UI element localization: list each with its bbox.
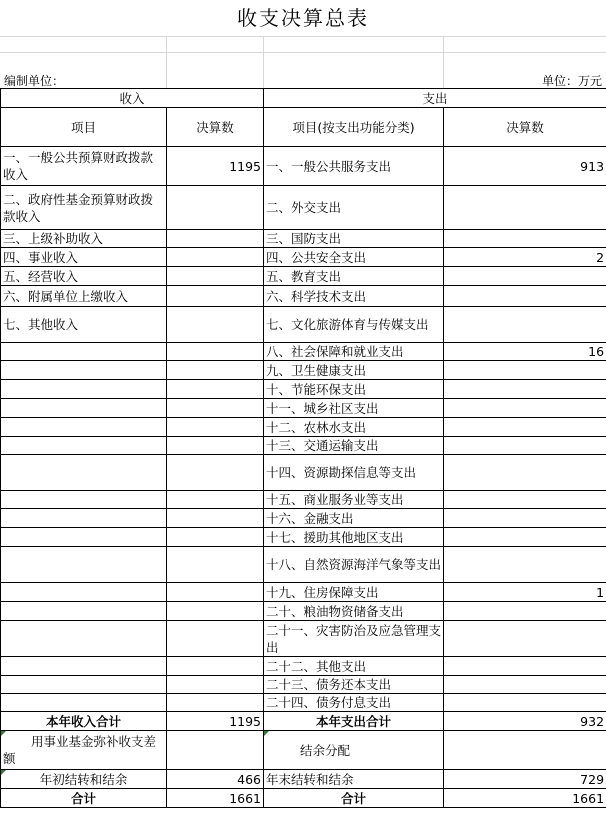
table-row xyxy=(1,694,606,712)
income-item-cell xyxy=(1,491,167,509)
expense-amount-cell: 2 xyxy=(444,248,606,267)
income-amount-cell xyxy=(167,186,264,230)
table-row xyxy=(1,361,606,380)
expense-amount-cell xyxy=(444,491,606,509)
expense-amount-cell xyxy=(444,230,606,248)
expense-item-header: 项目(按支出功能分类) xyxy=(264,108,444,147)
expense-item-cell: 十二、农林水支出 xyxy=(264,418,444,437)
expense-section-header: 支出 xyxy=(264,89,606,108)
income-item-cell xyxy=(1,694,167,712)
expense-item-cell: 十九、住房保障支出 xyxy=(264,583,444,602)
table-row xyxy=(1,602,606,621)
income-item-cell xyxy=(1,343,167,361)
expense-amount-cell xyxy=(444,186,606,230)
expense-amount-cell xyxy=(444,437,606,455)
sheet-gridline xyxy=(166,36,167,88)
expense-total-label: 本年支出合计 xyxy=(264,712,444,731)
end-balance-label: 年末结转和结余 xyxy=(264,770,444,789)
table-row xyxy=(1,418,606,437)
fund-supplement-label: 用事业基金弥补收支差额 xyxy=(1,731,167,770)
income-section-header: 收入 xyxy=(1,89,264,108)
expense-item-cell: 十、节能环保支出 xyxy=(264,380,444,399)
income-amount-cell xyxy=(167,230,264,248)
expense-amount-cell xyxy=(444,267,606,286)
expense-amount-cell xyxy=(444,621,606,657)
income-item-cell xyxy=(1,602,167,621)
expense-amount-cell xyxy=(444,676,606,694)
table-row xyxy=(1,583,606,602)
expense-item-cell: 五、教育支出 xyxy=(264,267,444,286)
income-item-cell: 四、事业收入 xyxy=(1,248,167,267)
income-item-cell xyxy=(1,361,167,380)
income-item-cell xyxy=(1,676,167,694)
income-amount-cell xyxy=(167,583,264,602)
income-amount-cell xyxy=(167,509,264,528)
expense-item-cell: 七、文化旅游体育与传媒支出 xyxy=(264,307,444,343)
grand-total-row xyxy=(1,789,606,808)
expense-item-cell: 八、社会保障和就业支出 xyxy=(264,343,444,361)
income-item-cell xyxy=(1,509,167,528)
begin-balance-label: 年初结转和结余 xyxy=(1,770,167,789)
table-body xyxy=(1,89,606,808)
expense-item-cell: 九、卫生健康支出 xyxy=(264,361,444,380)
income-amount-cell xyxy=(167,657,264,676)
income-amount-cell xyxy=(167,528,264,547)
income-amount-cell xyxy=(167,547,264,583)
income-amount-cell xyxy=(167,267,264,286)
table-row xyxy=(1,676,606,694)
expense-item-cell: 十四、资源勘探信息等支出 xyxy=(264,455,444,491)
income-total-value: 1195 xyxy=(167,712,264,731)
income-amount-cell xyxy=(167,361,264,380)
expense-item-cell: 十八、自然资源海洋气象等支出 xyxy=(264,547,444,583)
expense-amount-cell xyxy=(444,528,606,547)
income-amount-cell xyxy=(167,621,264,657)
annual-total-row xyxy=(1,712,606,731)
income-amount-cell: 1195 xyxy=(167,147,264,186)
expense-amount-cell xyxy=(444,361,606,380)
sheet-gridline xyxy=(0,52,606,53)
table-row xyxy=(1,380,606,399)
income-amount-cell xyxy=(167,286,264,307)
income-item-cell: 七、其他收入 xyxy=(1,307,167,343)
grand-total-right-value: 1661 xyxy=(444,789,606,808)
income-amount-cell xyxy=(167,343,264,361)
column-header-row xyxy=(1,108,606,147)
compiler-label: 编制单位： xyxy=(4,74,65,88)
grand-total-right-label: 合计 xyxy=(264,789,444,808)
expense-item-cell: 二十二、其他支出 xyxy=(264,657,444,676)
table-row xyxy=(1,230,606,248)
income-amount-header: 决算数 xyxy=(167,108,264,147)
expense-amount-cell xyxy=(444,380,606,399)
expense-item-cell: 一、一般公共服务支出 xyxy=(264,147,444,186)
sheet-gridline xyxy=(0,36,606,37)
income-item-cell: 一、一般公共预算财政拨款收入 xyxy=(1,147,167,186)
sheet-gridline xyxy=(263,36,264,88)
expense-amount-cell: 1 xyxy=(444,583,606,602)
income-item-cell: 六、附属单位上缴收入 xyxy=(1,286,167,307)
table-row xyxy=(1,509,606,528)
expense-item-cell: 六、科学技术支出 xyxy=(264,286,444,307)
table-row xyxy=(1,437,606,455)
end-balance-value: 729 xyxy=(444,770,606,789)
expense-amount-cell xyxy=(444,694,606,712)
expense-amount-cell xyxy=(444,399,606,418)
income-amount-cell xyxy=(167,418,264,437)
grand-total-left-value: 1661 xyxy=(167,789,264,808)
income-item-cell xyxy=(1,399,167,418)
income-item-cell: 二、政府性基金预算财政拨款收入 xyxy=(1,186,167,230)
fund-supplement-row xyxy=(1,731,606,770)
income-item-cell xyxy=(1,583,167,602)
fund-supplement-value xyxy=(167,731,264,770)
table-row xyxy=(1,307,606,343)
expense-item-cell: 二十四、债务付息支出 xyxy=(264,694,444,712)
expense-amount-cell xyxy=(444,509,606,528)
expense-amount-header: 决算数 xyxy=(444,108,606,147)
expense-item-cell: 三、国防支出 xyxy=(264,230,444,248)
table-row xyxy=(1,343,606,361)
table-row xyxy=(1,286,606,307)
income-item-cell: 五、经营收入 xyxy=(1,267,167,286)
expense-item-cell: 十七、援助其他地区支出 xyxy=(264,528,444,547)
income-amount-cell xyxy=(167,399,264,418)
expense-item-cell: 十六、金融支出 xyxy=(264,509,444,528)
income-amount-cell xyxy=(167,602,264,621)
income-item-header: 项目 xyxy=(1,108,167,147)
table-row xyxy=(1,455,606,491)
table-row xyxy=(1,621,606,657)
expense-amount-cell xyxy=(444,602,606,621)
expense-item-cell: 四、公共安全支出 xyxy=(264,248,444,267)
table-row xyxy=(1,528,606,547)
income-item-cell xyxy=(1,657,167,676)
page-title: 收支决算总表 xyxy=(237,6,369,30)
expense-item-cell: 二、外交支出 xyxy=(264,186,444,230)
income-amount-cell xyxy=(167,380,264,399)
income-amount-cell xyxy=(167,307,264,343)
expense-amount-cell: 16 xyxy=(444,343,606,361)
expense-item-cell: 二十一、灾害防治及应急管理支出 xyxy=(264,621,444,657)
income-amount-cell xyxy=(167,676,264,694)
expense-item-cell: 十一、城乡社区支出 xyxy=(264,399,444,418)
income-amount-cell xyxy=(167,248,264,267)
grand-total-left-label: 合计 xyxy=(1,789,167,808)
table-row xyxy=(1,267,606,286)
table-row xyxy=(1,657,606,676)
expense-amount-cell xyxy=(444,657,606,676)
income-expense-table xyxy=(0,88,606,808)
income-amount-cell xyxy=(167,694,264,712)
expense-item-cell: 十五、商业服务业等支出 xyxy=(264,491,444,509)
table-row xyxy=(1,248,606,267)
expense-item-cell: 二十、粮油物资储备支出 xyxy=(264,602,444,621)
expense-item-cell: 十三、交通运输支出 xyxy=(264,437,444,455)
income-item-cell: 三、上级补助收入 xyxy=(1,230,167,248)
table-row xyxy=(1,399,606,418)
surplus-label: 结余分配 xyxy=(264,731,444,770)
table-row xyxy=(1,147,606,186)
expense-item-cell: 二十三、债务还本支出 xyxy=(264,676,444,694)
income-amount-cell xyxy=(167,491,264,509)
income-amount-cell xyxy=(167,437,264,455)
income-item-cell xyxy=(1,547,167,583)
table-row xyxy=(1,186,606,230)
table-row xyxy=(1,547,606,583)
surplus-value xyxy=(444,731,606,770)
sheet-gridline xyxy=(443,36,444,88)
unit-label: 单位：万元 xyxy=(541,74,602,88)
balance-row xyxy=(1,770,606,789)
begin-balance-value: 466 xyxy=(167,770,264,789)
expense-total-value: 932 xyxy=(444,712,606,731)
expense-amount-cell: 913 xyxy=(444,147,606,186)
income-item-cell xyxy=(1,455,167,491)
expense-amount-cell xyxy=(444,547,606,583)
income-item-cell xyxy=(1,418,167,437)
income-item-cell xyxy=(1,380,167,399)
income-item-cell xyxy=(1,528,167,547)
expense-amount-cell xyxy=(444,455,606,491)
table-row xyxy=(1,491,606,509)
section-header-row xyxy=(1,89,606,108)
income-item-cell xyxy=(1,437,167,455)
income-total-label: 本年收入合计 xyxy=(1,712,167,731)
income-amount-cell xyxy=(167,455,264,491)
expense-amount-cell xyxy=(444,307,606,343)
expense-amount-cell xyxy=(444,286,606,307)
income-item-cell xyxy=(1,621,167,657)
expense-amount-cell xyxy=(444,418,606,437)
